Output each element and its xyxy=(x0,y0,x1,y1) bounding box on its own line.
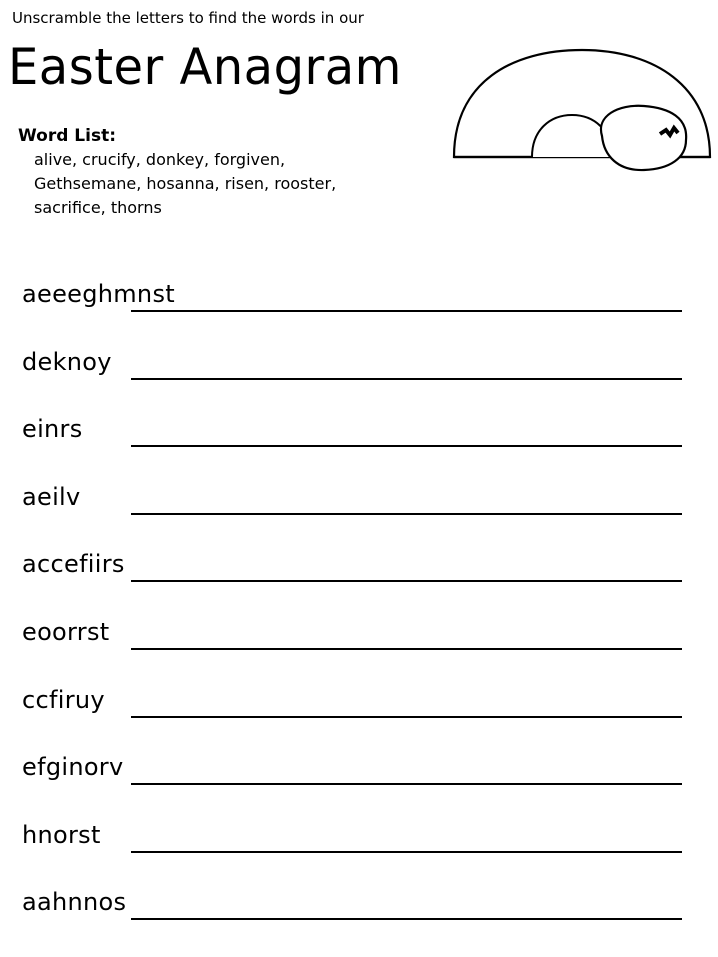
answer-line[interactable] xyxy=(131,918,682,920)
scrambled-word: aeilv xyxy=(22,482,81,511)
anagram-row xyxy=(22,813,688,881)
scrambled-word: efginorv xyxy=(22,753,124,782)
anagram-row xyxy=(22,745,688,813)
answer-line[interactable] xyxy=(131,648,682,650)
answer-line[interactable] xyxy=(131,851,682,853)
word-list-heading: Word List: xyxy=(18,126,116,146)
empty-tomb-icon xyxy=(448,38,718,183)
answer-line[interactable] xyxy=(131,513,682,515)
word-list-line: Gethsemane, hosanna, risen, rooster, xyxy=(34,174,337,193)
scrambled-word: hnorst xyxy=(22,820,101,849)
scrambled-word: eoorrst xyxy=(22,617,110,646)
anagram-row xyxy=(22,610,688,678)
anagram-row xyxy=(22,475,688,543)
anagram-row xyxy=(22,678,688,746)
answer-line[interactable] xyxy=(131,580,682,582)
anagram-row xyxy=(22,880,688,948)
page-title: Easter Anagram xyxy=(8,38,402,96)
anagram-row xyxy=(22,340,688,408)
anagram-row xyxy=(22,407,688,475)
answer-line[interactable] xyxy=(131,445,682,447)
scrambled-word: deknoy xyxy=(22,347,112,376)
answer-line[interactable] xyxy=(131,310,682,312)
scrambled-word: aahnnos xyxy=(22,888,127,917)
anagram-row xyxy=(22,542,688,610)
word-list-line: alive, crucify, donkey, forgiven, xyxy=(34,150,286,169)
scrambled-word: accefiirs xyxy=(22,550,125,579)
scrambled-word: ccfiruy xyxy=(22,685,105,714)
answer-line[interactable] xyxy=(131,783,682,785)
anagram-row xyxy=(22,272,688,340)
answer-line[interactable] xyxy=(131,378,682,380)
instructions-text: Unscramble the letters to find the words in our xyxy=(12,9,364,27)
tomb-stone xyxy=(601,106,686,170)
scrambled-word: einrs xyxy=(22,415,83,444)
answer-line[interactable] xyxy=(131,716,682,718)
anagram-list xyxy=(22,272,688,948)
word-list-line: sacrifice, thorns xyxy=(34,198,162,217)
scrambled-word: aeeeghmnst xyxy=(22,280,175,308)
